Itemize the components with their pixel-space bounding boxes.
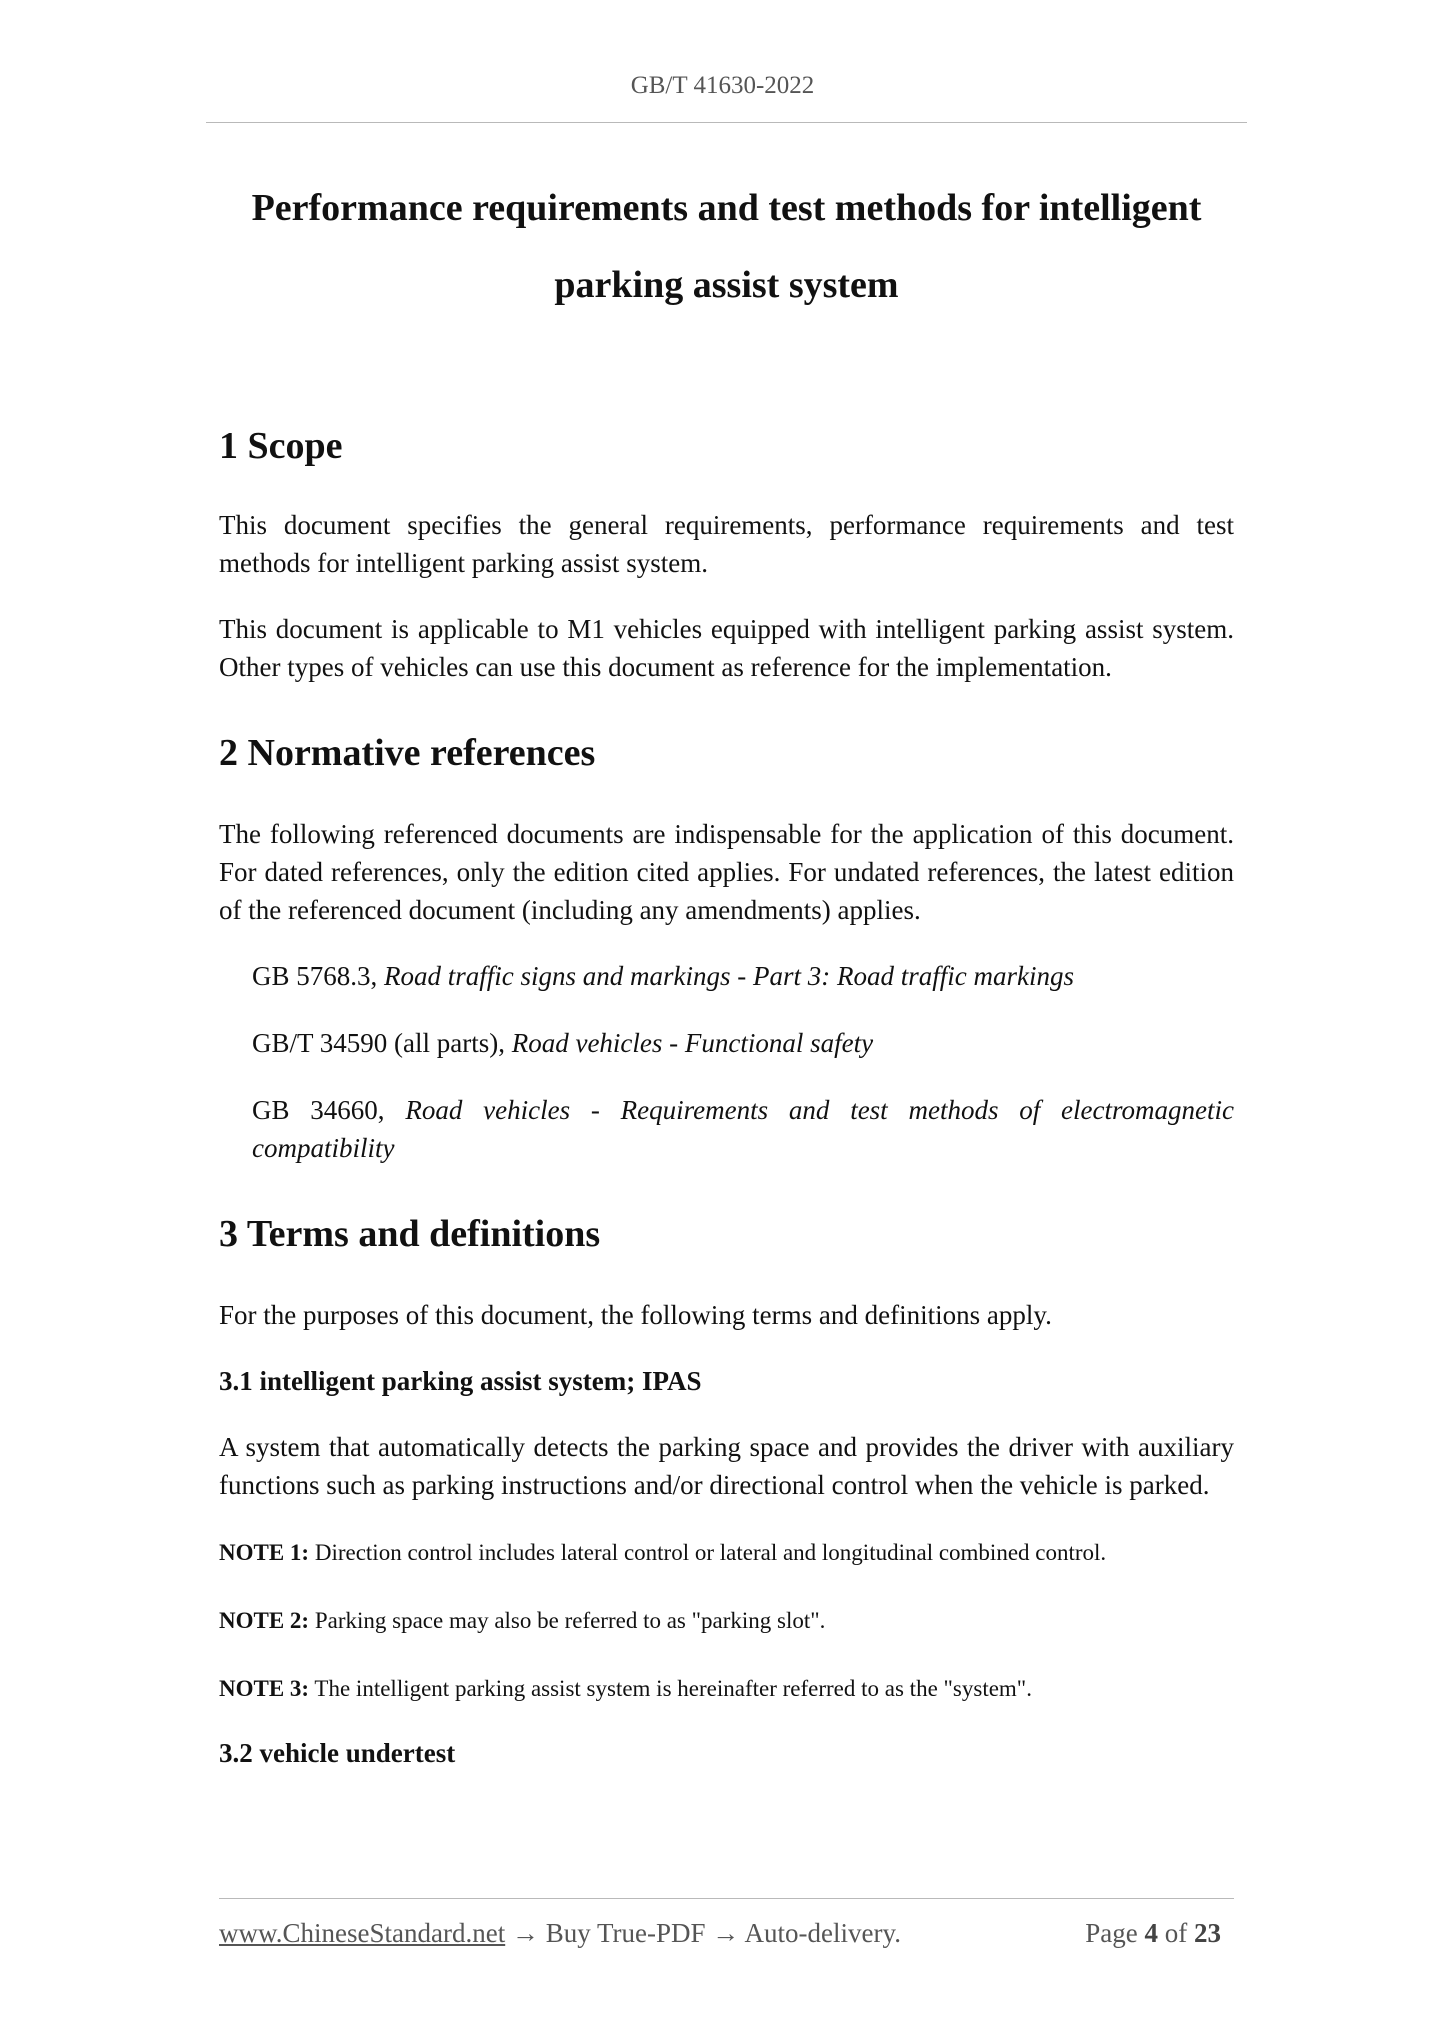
reference-code: GB/T 34590 (all parts), (252, 1028, 512, 1058)
section-1-paragraph-1: This document specifies the general requirements, performance requirements and test methods for intelligent parking assist system. (219, 510, 1234, 578)
reference-code: GB 34660, (252, 1095, 406, 1125)
section-3-heading: 3 Terms and definitions (219, 1213, 601, 1255)
footer-promo-text: → Buy True-PDF → Auto-delivery. (505, 1918, 901, 1948)
note-text: Direction control includes lateral control or lateral and longitudinal combined control. (309, 1540, 1107, 1565)
header-divider (206, 122, 1247, 123)
footer-divider (219, 1898, 1234, 1899)
term-3-1-heading: 3.1 intelligent parking assist system; IPAS (219, 1366, 702, 1396)
note-label: NOTE 1: (219, 1540, 310, 1565)
reference-title: Road traffic signs and markings - Part 3: Road traffic markings (384, 961, 1074, 991)
section-2-heading: 2 Normative references (219, 732, 596, 774)
title-line-2: parking assist system (554, 264, 899, 306)
normative-reference (252, 957, 1234, 995)
reference-code: GB 5768.3, (252, 961, 385, 991)
note-text: The intelligent parking assist system is hereinafter referred to as the "system". (309, 1676, 1032, 1701)
note-label: NOTE 3: (219, 1676, 310, 1701)
reference-title: Road vehicles - Functional safety (511, 1028, 874, 1058)
term-3-1-definition: A system that automatically detects the parking space and provides the driver with auxiliary functions such as parking instructions and/or directional control when the vehicle is parked. (219, 1432, 1234, 1500)
reference-title: Road vehicles - Requirements and test methods of electromagnetic compatibility (252, 1095, 1234, 1163)
page-footer (219, 1916, 1221, 1950)
section-2-paragraph-1: The following referenced documents are indispensable for the application of this document. For dated references, only the edition cited applies. For undated references, the latest edition of the referenced document (including any amendments) applies. (219, 819, 1234, 925)
page-number: Page 4 of 23 (1085, 1918, 1221, 1948)
note-text: Parking space may also be referred to as "parking slot". (309, 1608, 826, 1633)
section-1-paragraph-2: This document is applicable to M1 vehicles equipped with intelligent parking assist system. Other types of vehicles can use this document as reference for the implementation. (219, 614, 1234, 682)
note-label: NOTE 2: (219, 1608, 310, 1633)
section-3-paragraph-1: For the purposes of this document, the following terms and definitions apply. (219, 1300, 1052, 1330)
note-2 (219, 1605, 1234, 1637)
footer-site-link[interactable]: www.ChineseStandard.net (219, 1918, 506, 1948)
total-pages: 23 (1194, 1918, 1221, 1948)
header-standard-code: GB/T 41630-2022 (630, 72, 815, 99)
normative-reference (252, 1024, 1234, 1062)
normative-reference (252, 1091, 1234, 1167)
title-line-1: Performance requirements and test methods for intelligent (251, 187, 1202, 229)
current-page: 4 (1144, 1918, 1158, 1948)
note-3 (219, 1673, 1234, 1705)
term-3-2-heading: 3.2 vehicle undertest (219, 1738, 456, 1768)
note-1 (219, 1537, 1234, 1569)
document-title (219, 170, 1234, 324)
section-1-heading: 1 Scope (219, 425, 343, 467)
page-content (219, 170, 1234, 1772)
